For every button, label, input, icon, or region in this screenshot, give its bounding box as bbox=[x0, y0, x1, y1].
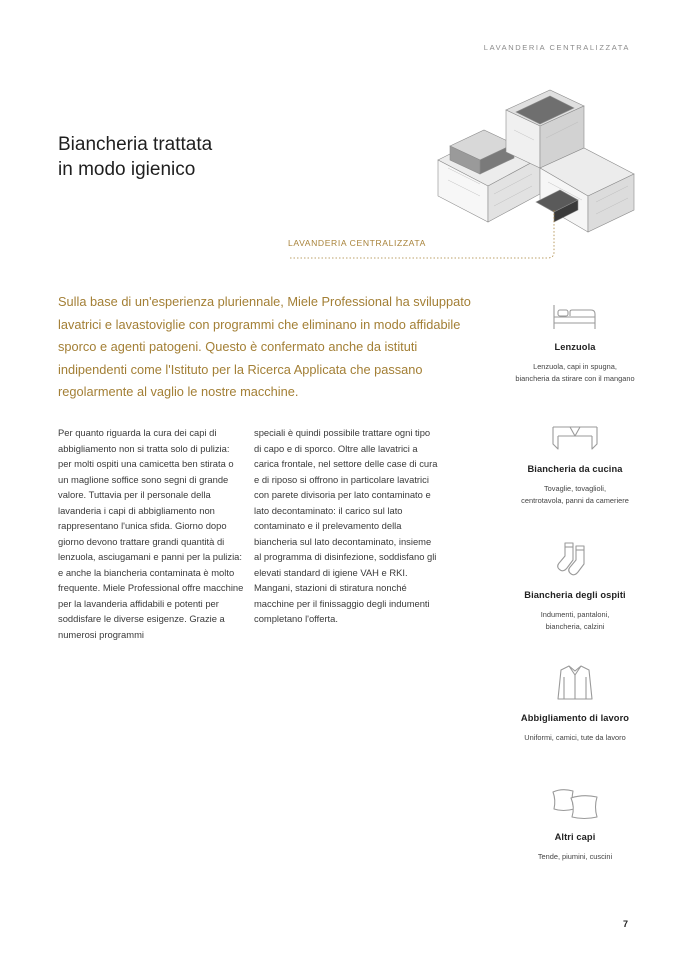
category-description: Lenzuola, capi in spugna, biancheria da stirare con il mangano bbox=[515, 362, 635, 383]
illustration-label: LAVANDERIA CENTRALIZZATA bbox=[288, 238, 426, 248]
body-column-1: Per quanto riguarda la cura dei capi di abbigliamento non si tratta solo di pulizia: per molti ospiti una camicetta ben stirata o un maglione soffice sono segni di grande valore. Tuttavia per il personale della lavanderia i capi di abbigliamento non rappresentano l'unica sfida. Giorno dopo giorno devono trattare grandi quantità di lenzuola, asciugamani e panni per la pulizia: e anche la biancheria contaminata è molto frequente. Miele Professional offre macchine per la lavanderia affidabili e potenti per soddisfare le diverse esigenze. Grazie a numerosi programmi bbox=[58, 427, 244, 640]
category-title: Altri capi bbox=[554, 832, 596, 842]
category-other-items bbox=[495, 784, 655, 863]
shirt-icon bbox=[555, 663, 595, 703]
page-title-line-1: Biancheria trattata bbox=[58, 134, 213, 155]
page-number: 7 bbox=[622, 919, 628, 929]
pillows-icon bbox=[549, 784, 601, 822]
category-description: Tende, piumini, cuscini bbox=[537, 852, 613, 861]
tablecloth-icon bbox=[550, 424, 600, 454]
category-sheets bbox=[495, 302, 655, 385]
page-title bbox=[58, 132, 212, 182]
category-title: Abbigliamento di lavoro bbox=[520, 713, 630, 723]
section-tag: LAVANDERIA CENTRALIZZATA bbox=[483, 43, 630, 52]
page-title-line-2: in modo igienico bbox=[58, 159, 196, 180]
category-description: Uniformi, camici, tute da lavoro bbox=[524, 733, 626, 742]
socks-icon bbox=[555, 540, 595, 580]
callout-leader-line bbox=[288, 206, 558, 264]
category-title: Biancheria degli ospiti bbox=[524, 590, 626, 600]
category-workwear bbox=[495, 663, 655, 744]
bed-icon bbox=[551, 302, 599, 332]
intro-paragraph: Sulla base di un'esperienza pluriennale, Miele Professional ha sviluppato lavatrici e lavastoviglie con programmi che eliminano in modo affidabile sporco e agenti patogeni. Questo è confermato anche da istituti indipendenti come l'Istituto per la Ricerca Applicata che passano regolarmente al vaglio le nostre macchine. bbox=[58, 294, 471, 399]
category-kitchen-linen bbox=[495, 424, 655, 507]
category-description: Tovaglie, tovaglioli, centrotavola, panni da cameriere bbox=[521, 484, 629, 505]
body-column-2: speciali è quindi possibile trattare ogni tipo di capo e di sporco. Oltre alle lavatrici a carica frontale, nel settore delle case di cura e di riposo si offrono in particolare lavatrici con parete divisoria per lato contaminato e lato decontaminato: il carico sul lato contaminato e il prelevamento della biancheria sul lato decontaminato, insieme al programma di disinfezione, soddisfano gli elevati standard di igiene VAH e RKI. Mangani, stazioni di stiratura nonché macchine per il finissaggio degli indumenti completano l'offerta. bbox=[254, 427, 438, 624]
category-title: Biancheria da cucina bbox=[527, 464, 623, 474]
category-guest-linen bbox=[495, 540, 655, 633]
category-description: Indumenti, pantaloni, biancheria, calzini bbox=[540, 610, 610, 631]
category-title: Lenzuola bbox=[554, 342, 596, 352]
